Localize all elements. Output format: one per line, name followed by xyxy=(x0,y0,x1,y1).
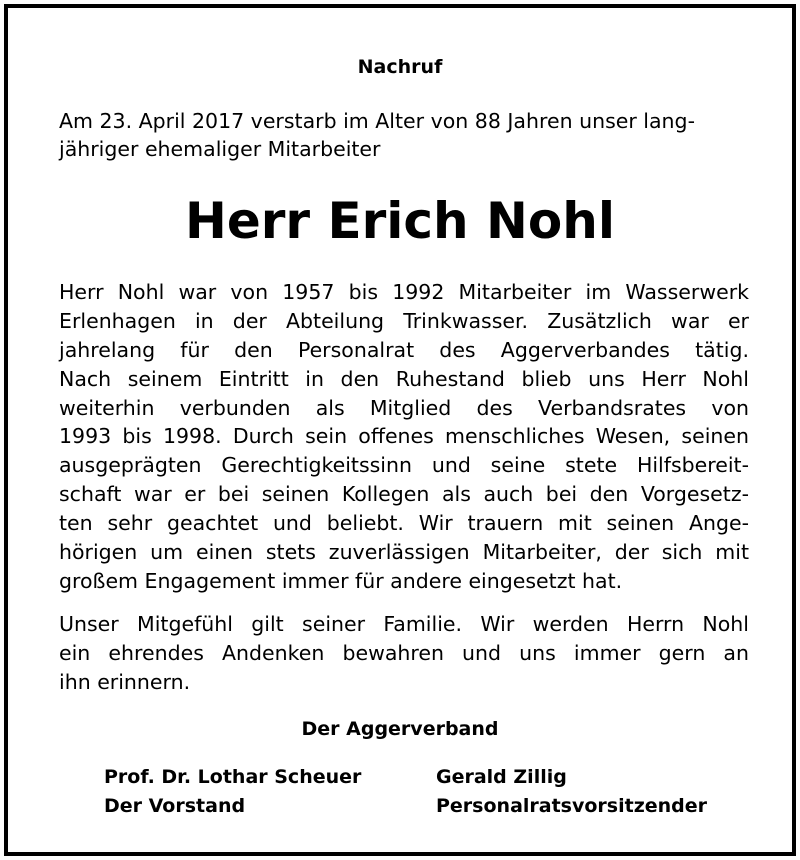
closing-line: ihn erinnern. xyxy=(59,669,191,694)
body-line: Herr Nohl war von 1957 bis 1992 Mitarbeiter im Wasserwerk xyxy=(59,280,749,304)
body-line: ausgeprägten Gerechtigkeitssinn und seine stete Hilfsbereit- xyxy=(59,453,749,478)
body-line: schaft war er bei seinen Kollegen als auch bei den Vorgesetz- xyxy=(59,482,749,507)
body-paragraph xyxy=(59,278,749,596)
obituary-notice xyxy=(4,4,796,856)
body-line: Nach seinem Eintritt in den Ruhestand blieb uns Herr Nohl xyxy=(59,366,749,391)
deceased-name: Herr Erich Nohl xyxy=(184,192,615,250)
intro-line: jähriger ehemaliger Mitarbeiter xyxy=(59,137,381,161)
signatory-role: Der Vorstand xyxy=(104,795,246,817)
body-line: großem Engagement immer für andere eingesetzt hat. xyxy=(59,568,623,593)
body-line: jahrelang für den Personalrat des Aggerverbandes tätig. xyxy=(59,337,749,362)
signatory-role: Personalratsvorsitzender xyxy=(436,795,708,817)
body-line: 1993 bis 1998. Durch sein offenes menschliches Wesen, seinen xyxy=(59,424,749,449)
signatory-right xyxy=(436,763,707,821)
signatory-name: Gerald Zillig xyxy=(436,766,567,788)
organization-name: Der Aggerverband xyxy=(301,718,499,740)
closing-line: Unser Mitgefühl gilt seiner Familie. Wir werden Herrn Nohl xyxy=(59,612,749,636)
closing-line: ein ehrendes Andenken bewahren und uns immer gern an xyxy=(59,640,749,665)
body-line: ten sehr geachtet und beliebt. Wir trauern mit seinen Ange- xyxy=(59,511,749,536)
signatory-name: Prof. Dr. Lothar Scheuer xyxy=(104,766,362,788)
body-line: weiterhin verbunden als Mitglied des Verbandsrates von xyxy=(59,395,749,420)
intro-line: Am 23. April 2017 verstarb im Alter von 88 Jahren unser lang- xyxy=(59,109,695,133)
body-line: Erlenhagen in der Abteilung Trinkwasser. Zusätzlich war er xyxy=(59,308,749,333)
intro-paragraph xyxy=(59,107,749,163)
closing-paragraph xyxy=(59,610,749,697)
notice-header: Nachruf xyxy=(357,56,443,78)
body-line: hörigen um einen stets zuverlässigen Mitarbeiter, der sich mit xyxy=(59,540,749,565)
signatory-left xyxy=(104,763,361,821)
